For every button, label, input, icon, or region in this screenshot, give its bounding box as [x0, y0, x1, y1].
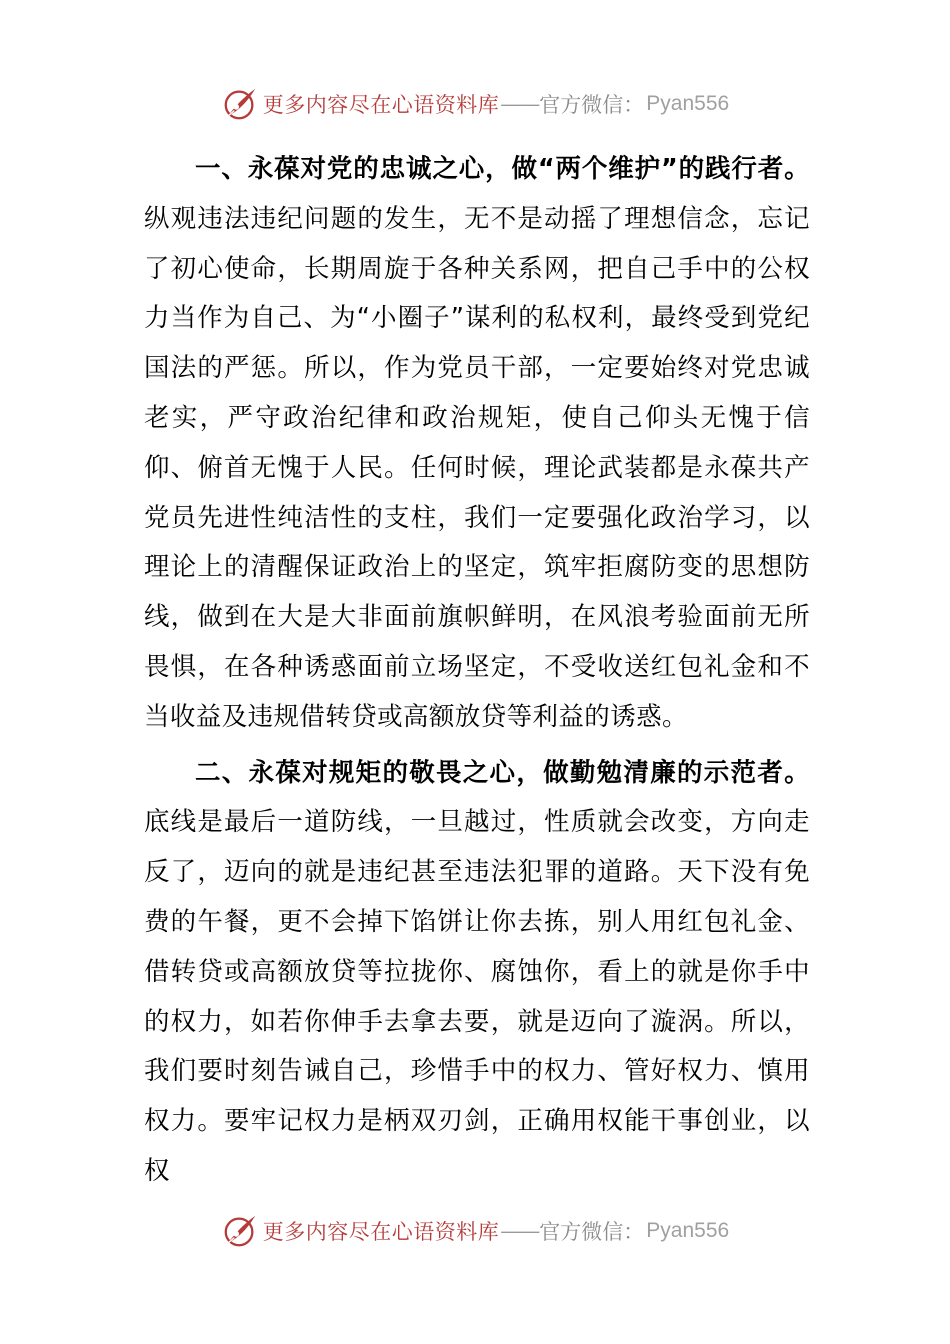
paragraph-2 — [144, 749, 810, 1197]
banner-site-text: 更多内容尽在心语资料库 — [262, 1220, 500, 1244]
paragraph-1-text: 纵观违法违纪问题的发生，无不是动摇了理想信念，忘记了初心使命，长期周旋于各种关系网，把自己手中的公权力当作为自己、为“小圈子”谋利的私权利，最终受到党纪国法的严惩。所以，作为党员干部，一定要始终对党忠诚老实，严守政治纪律和政治规矩，使自己仰头无愧于信仰、俯首无愧于人民。任何时候，理论武装都是永葆共产党员先进性纯洁性的支柱，我们一定要强化政治学习，以理论上的清醒保证政治上的坚定，筑牢拒腐防变的思想防线，做到在大是大非面前旗帜鲜明，在风浪考验面前无所畏惧，在各种诱惑面前立场坚定，不受收送红包礼金和不当收益及违规借转贷或高额放贷等利益的诱惑。 — [144, 203, 810, 732]
header-banner — [0, 84, 950, 124]
paragraph-1 — [144, 145, 810, 743]
banner-handle: Pyan556 — [646, 92, 730, 115]
banner-label: 官方微信： — [539, 93, 645, 117]
footer-banner — [0, 1211, 950, 1251]
paragraph-1-heading: 一、永葆对党的忠诚之心，做“两个维护”的践行者。 — [195, 154, 810, 184]
quill-logo-icon — [221, 85, 259, 123]
banner-handle: Pyan556 — [646, 1219, 730, 1242]
paragraph-2-heading: 二、永葆对规矩的敬畏之心，做勤勉清廉的示范者。 — [195, 757, 810, 788]
quill-logo-icon — [221, 1212, 259, 1250]
paragraph-2-text: 底线是最后一道防线，一旦越过，性质就会改变，方向走反了，迈向的就是违纪甚至违法犯罪的道路。天下没有免费的午餐，更不会掉下馅饼让你去拣，别人用红包礼金、借转贷或高额放贷等拉拢你、腐蚀你，看上的就是你手中的权力，如若你伸手去拿去要，就是迈向了漩涡。所以，我们要时刻告诫自己，珍惜手中的权力、管好权力、慎用权力。要牢记权力是柄双刃剑，正确用权能干事创业，以权 — [144, 807, 810, 1186]
banner-label: 官方微信： — [539, 1220, 645, 1244]
banner-dash: —— — [500, 1219, 539, 1243]
document-body — [144, 145, 810, 1203]
banner-dash: —— — [500, 92, 539, 116]
banner-site-text: 更多内容尽在心语资料库 — [262, 93, 500, 117]
